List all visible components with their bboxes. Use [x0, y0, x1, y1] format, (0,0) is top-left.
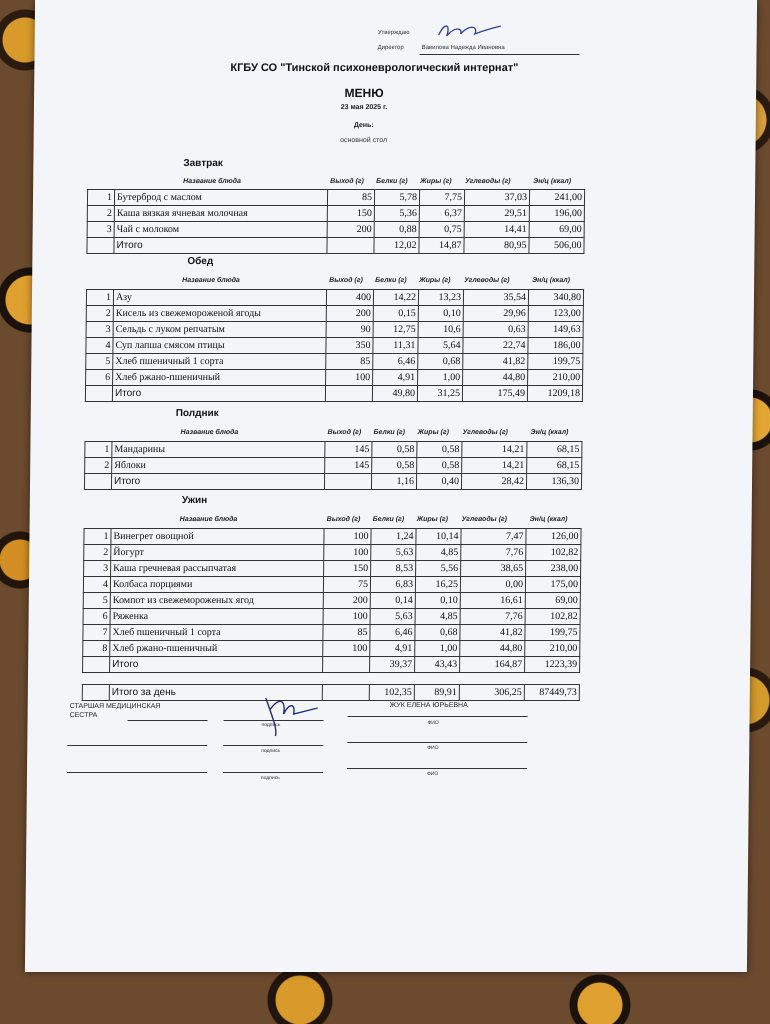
col-kcal-header: Эн/ц (ккал): [533, 178, 572, 185]
col-output-header: Выход (г): [330, 178, 364, 185]
table-row: 5 Компот из свежемороженых ягод 200 0,14 0,10 16,61 69,00: [83, 593, 580, 609]
nurse-name: ЖУК ЕЛЕНА ЮРЬЕВНА: [389, 702, 468, 709]
day-label: День:: [353, 122, 374, 129]
table-type: основной стол: [340, 137, 388, 144]
table-row: 6 Хлеб ржано-пшеничный 100 4,91 1,00 44,80 210,00: [86, 370, 583, 386]
table-row: 2 Кисель из свежемороженой ягоды 200 0,15 0,10 29,96 123,00: [86, 306, 583, 322]
col-fat-header: Жиры (г): [416, 516, 449, 523]
col-kcal-header: Эн/ц (ккал): [529, 516, 568, 523]
fio-line-1: [348, 716, 528, 717]
fio-caption-3: ФИО: [426, 771, 439, 777]
signature-line-3: [223, 772, 323, 773]
day-total-table: [82, 684, 580, 701]
nurse-signature: [255, 690, 326, 740]
org-name: КГБУ СО "Тинской психоневрологический интернат": [230, 62, 519, 74]
signer-line-3: [67, 772, 207, 773]
sign-caption-3: подпись: [260, 775, 280, 781]
col-fat-header: Жиры (г): [419, 277, 451, 284]
lunch-table: [85, 289, 584, 402]
col-name-header: Название блюда: [180, 429, 239, 436]
table-row: 6 Ряженка 100 5,63 4,85 7,76 102,82: [83, 609, 580, 625]
menu-date: 23 мая 2025 г.: [340, 104, 388, 111]
fio-line-3: [347, 768, 527, 769]
section-title-dinner: Ужин: [181, 495, 208, 506]
table-row: 1 Азу 400 14,22 13,23 35,54 340,80: [86, 290, 583, 306]
col-name-header: Название блюда: [179, 516, 238, 523]
table-row: 4 Суп лапша смясом птицы 350 11,31 5,64 22,74 186,00: [86, 338, 583, 354]
fio-line-2: [347, 742, 527, 743]
day-total-row: Итого за день 102,35 89,91 306,25 87449,73: [82, 685, 579, 701]
table-row: 1 Винегрет овощной 100 1,24 10,14 7,47 126,00: [84, 529, 581, 545]
approve-person: Вавилова Надежда Ивановна: [421, 45, 505, 51]
sign-caption-2: подпись: [261, 748, 281, 754]
dinner-table: [82, 528, 582, 673]
table-row: 3 Каша гречневая рассыпчатая 150 8,53 5,56 38,65 238,00: [84, 561, 581, 577]
fio-caption-1: ФИО: [427, 720, 439, 726]
fio-caption-2: ФИО: [427, 745, 439, 751]
snack-table: [84, 441, 583, 490]
table-row: 2 Йогурт 100 5,63 4,85 7,76 102,82: [84, 545, 581, 561]
sign-caption-1: подпись: [261, 722, 281, 728]
nurse-title-line: [128, 720, 208, 721]
approve-role: Директор: [377, 45, 404, 51]
col-output-header: Выход (г): [326, 516, 361, 523]
col-name-header: Название блюда: [183, 178, 241, 185]
section-title-snack: Полдник: [175, 408, 219, 419]
table-row: 8 Хлеб ржано-пшеничный 100 4,91 1,00 44,80 210,00: [83, 641, 580, 657]
menu-document: [25, 0, 757, 972]
nurse-title: СТАРШАЯ МЕДИЦИНСКАЯ СЕСТРА: [69, 703, 161, 719]
col-protein-header: Белки (г): [373, 429, 406, 436]
col-carbs-header: Углеводы (г): [464, 277, 510, 284]
col-protein-header: Белки (г): [376, 178, 408, 185]
director-signature: [435, 20, 505, 42]
col-carbs-header: Углеводы (г): [462, 429, 508, 436]
total-row: Итого 1,16 0,40 28,42 136,30: [84, 474, 581, 490]
table-row: 5 Хлеб пшеничный 1 сорта 85 6,46 0,68 41,82 199,75: [86, 354, 583, 370]
approve-line: [420, 54, 580, 55]
col-carbs-header: Углеводы (г): [465, 178, 511, 185]
total-row: Итого 39,37 43,43 164,87 1223,39: [83, 657, 580, 673]
table-row: 4 Колбаса порциями 75 6,83 16,25 0,00 175,00: [83, 577, 580, 593]
table-row: 2 Яблоки 145 0,58 0,58 14,21 68,15: [85, 458, 582, 474]
menu-title: МЕНЮ: [344, 86, 384, 100]
table-row: 3 Чай с молоком 200 0,88 0,75 14,41 69,00: [87, 222, 584, 238]
col-name-header: Название блюда: [182, 277, 240, 284]
approve-label: Утверждаю: [377, 30, 410, 36]
section-title-lunch: Обед: [187, 256, 214, 267]
table-row: 7 Хлеб пшеничный 1 сорта 85 6,46 0,68 41,82 199,75: [83, 625, 580, 641]
col-output-header: Выход (г): [327, 429, 362, 436]
col-carbs-header: Углеводы (г): [461, 516, 508, 523]
table-row: 2 Каша вязкая ячневая молочная 150 5,36 6,37 29,51 196,00: [87, 206, 584, 222]
breakfast-table: [86, 189, 585, 254]
total-row: Итого 49,80 31,25 175,49 1209,18: [85, 386, 582, 402]
col-protein-header: Белки (г): [372, 516, 405, 523]
col-fat-header: Жиры (г): [420, 178, 452, 185]
table-row: 1 Бутерброд с маслом 85 5,78 7,75 37,03 241,00: [87, 190, 584, 206]
total-row: Итого 12,02 14,87 80,95 506,00: [87, 238, 584, 254]
signature-line-2: [223, 745, 323, 746]
table-row: 3 Сельдь с луком репчатым 90 12,75 10,6 0,63 149,63: [86, 322, 583, 338]
col-protein-header: Белки (г): [375, 277, 407, 284]
signer-line-2: [67, 745, 207, 746]
col-kcal-header: Эн/ц (ккал): [530, 429, 569, 436]
section-title-breakfast: Завтрак: [183, 158, 223, 169]
col-output-header: Выход (г): [329, 277, 363, 284]
col-fat-header: Жиры (г): [417, 429, 449, 436]
table-row: 1 Мандарины 145 0,58 0,58 14,21 68,15: [85, 442, 582, 458]
col-kcal-header: Эн/ц (ккал): [532, 277, 571, 284]
